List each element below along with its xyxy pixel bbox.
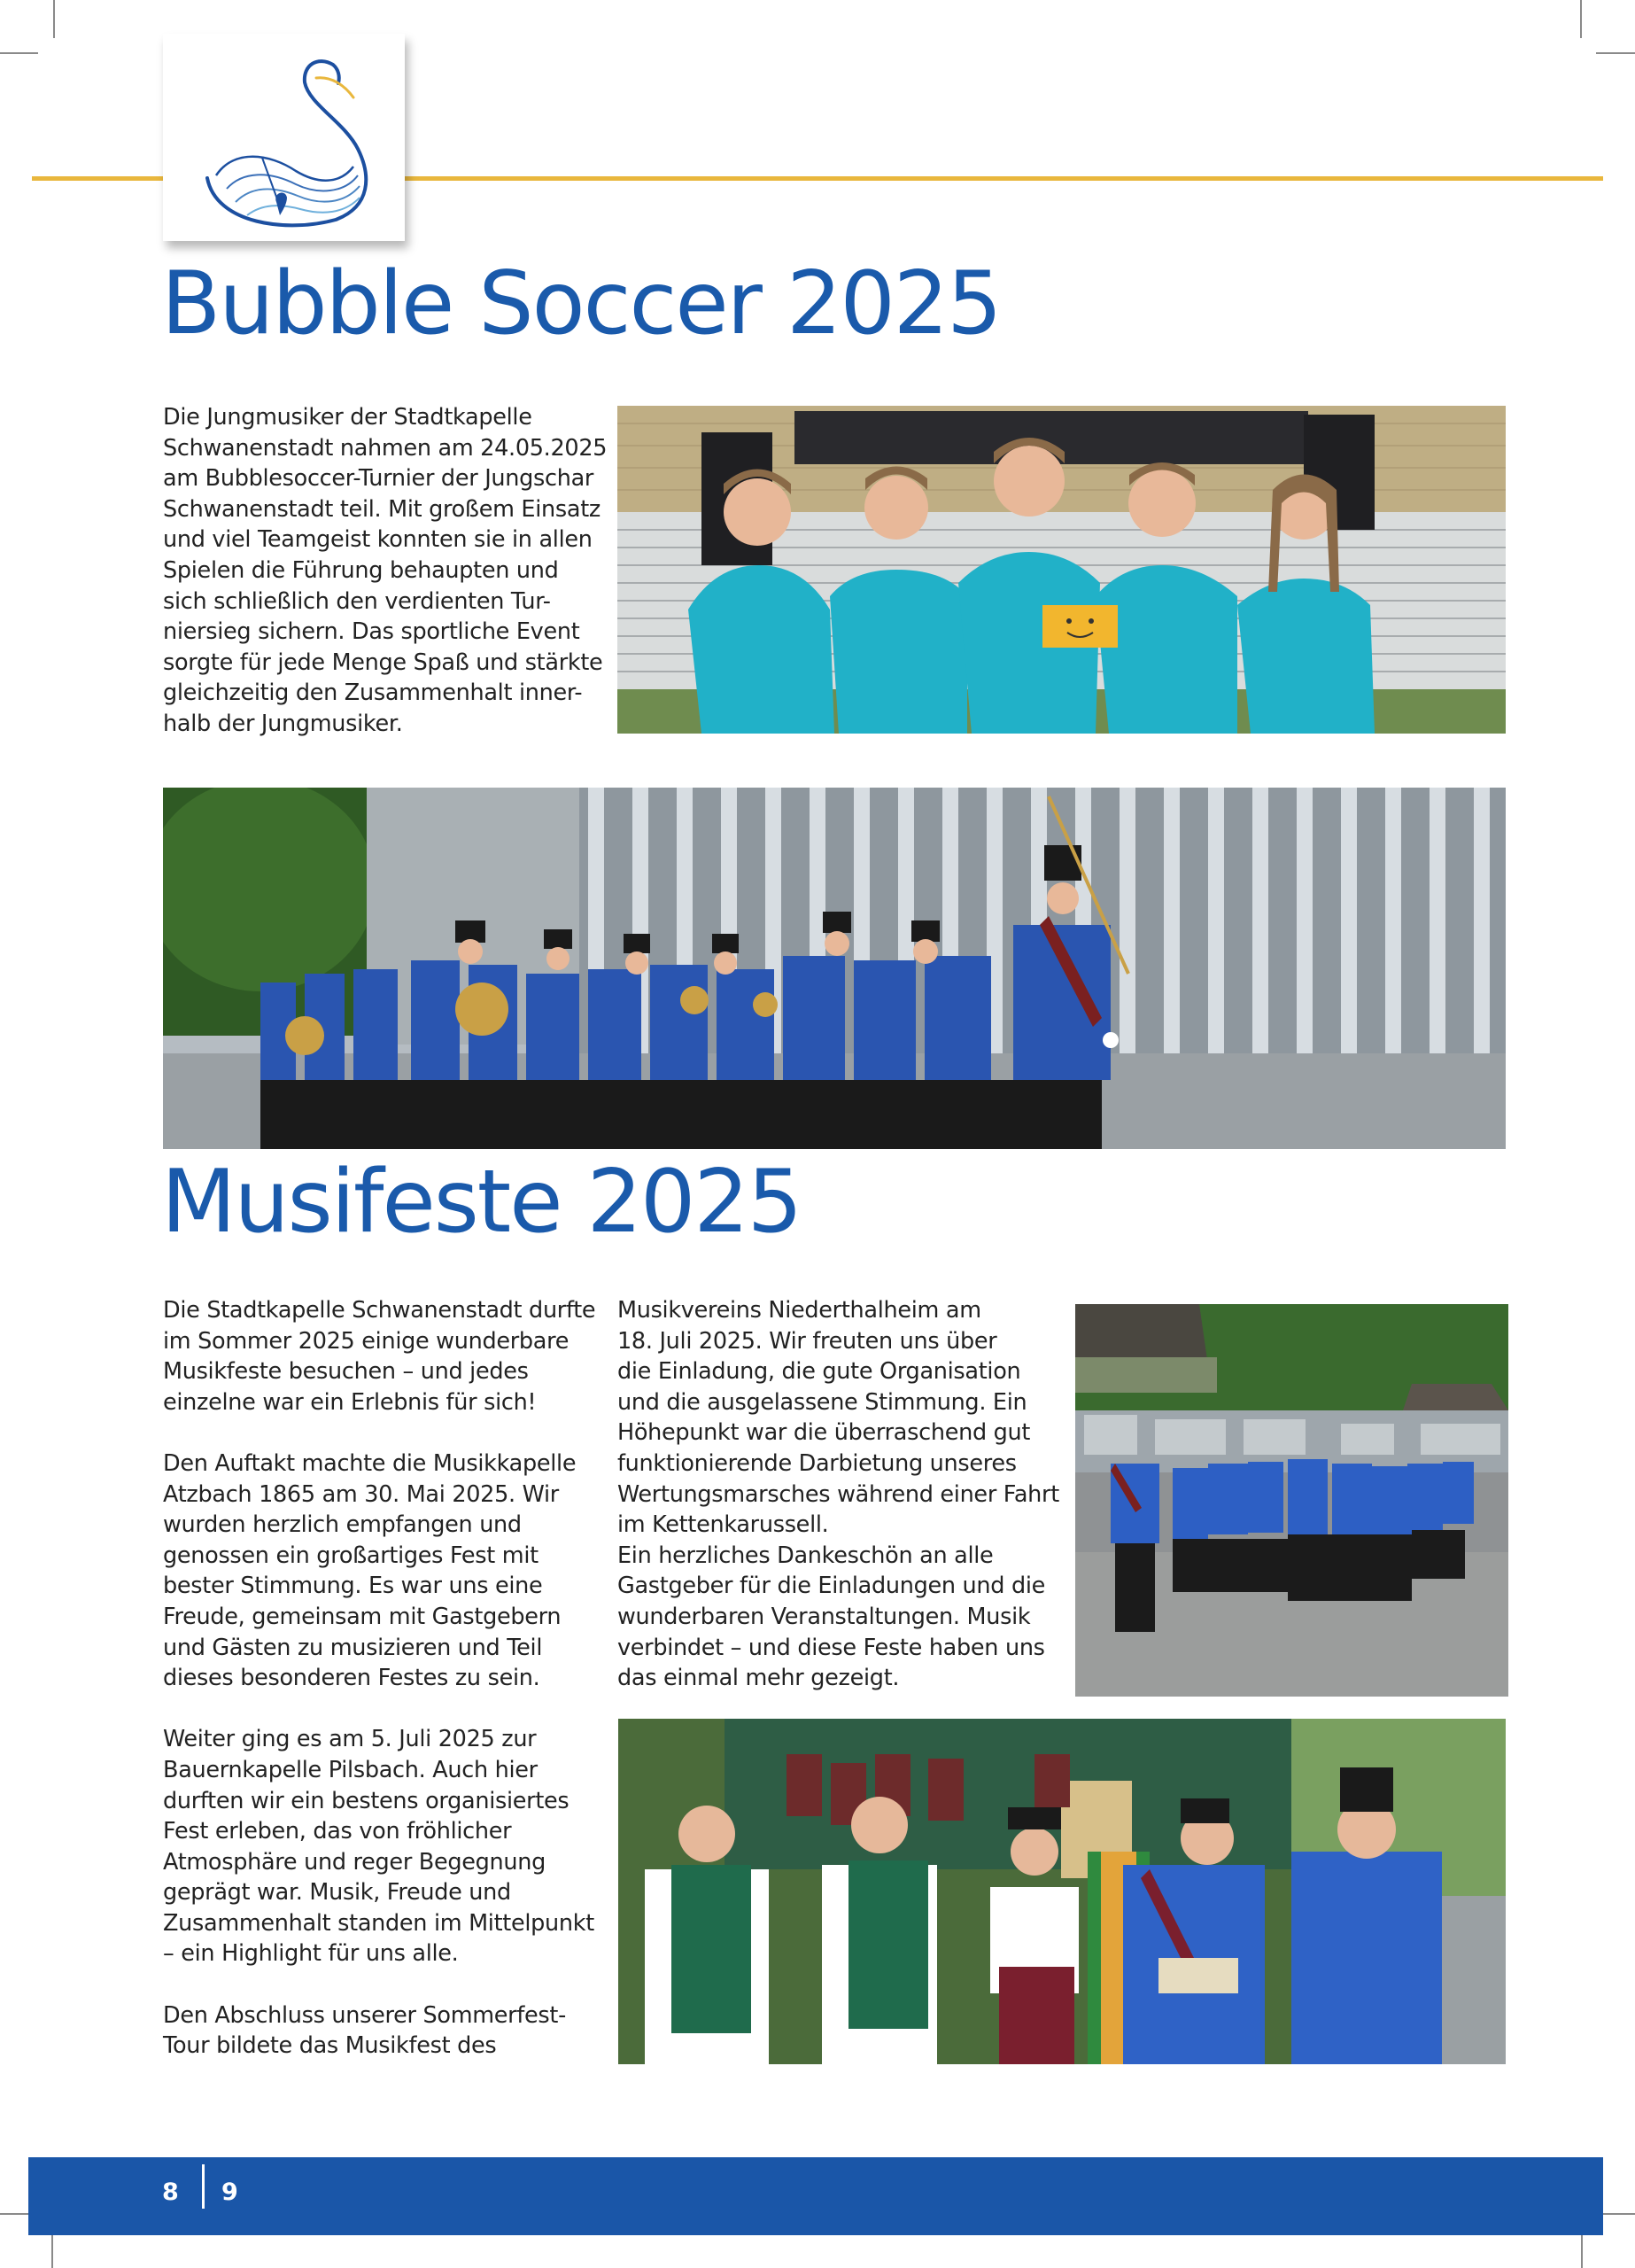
text-line: halb der Jungmusiker. — [163, 710, 403, 737]
bubble-soccer-paragraph — [163, 402, 607, 740]
text-line: dieses besonderen Festes zu sein. — [163, 1665, 540, 1692]
text-line: Spielen die Führung behaupten und — [163, 556, 559, 584]
text-line: 18. Juli 2025. Wir freuten uns über — [617, 1327, 997, 1355]
text-line: wurden herzlich empfangen und — [163, 1511, 522, 1539]
text-line: bester Stimmung. Es war uns eine — [163, 1573, 543, 1600]
text-line: und die ausgelassene Stimmung. Ein — [617, 1388, 1027, 1416]
text-line — [163, 1694, 595, 1725]
section-title-bubble-soccer: Bubble Soccer 2025 — [161, 253, 1001, 354]
text-line: im Kettenkarussell. — [617, 1511, 829, 1539]
marching-band-photo — [163, 788, 1506, 1149]
text-line: niersieg sichern. Das sportliche Event — [163, 618, 580, 646]
text-line: und Gästen zu musizieren und Teil — [163, 1634, 543, 1661]
text-line: das einmal mehr gezeigt. — [617, 1665, 900, 1692]
text-line: Fest erleben, das von fröhlicher — [163, 1818, 512, 1845]
section-title-musifeste: Musifeste 2025 — [161, 1152, 802, 1253]
text-line: Tour bildete das Musikfest des — [163, 2032, 497, 2060]
text-line: Gastgeber für die Einladungen und die — [617, 1573, 1046, 1600]
text-line: Höhepunkt war die überraschend gut — [617, 1419, 1031, 1447]
band-marching-photo — [1075, 1304, 1508, 1697]
text-line: Schwanenstadt teil. Mit großem Einsatz — [163, 495, 601, 523]
text-line: sich schließlich den verdienten Tur- — [163, 587, 551, 615]
team-photo — [617, 406, 1506, 734]
crop-mark — [0, 2213, 32, 2215]
group-photo — [618, 1719, 1506, 2064]
text-line: gleichzeitig den Zusammenhalt inner- — [163, 680, 583, 707]
text-line: Freude, gemeinsam mit Gastgebern — [163, 1603, 562, 1630]
footer-bar — [28, 2157, 1603, 2235]
text-line: Weiter ging es am 5. Juli 2025 zur — [163, 1726, 537, 1753]
text-line — [163, 1969, 595, 2000]
text-line: Wertungsmarsches während einer Fahrt — [617, 1480, 1059, 1508]
text-line: verbindet – und diese Feste haben uns — [617, 1634, 1045, 1661]
swan-logo-icon — [163, 34, 405, 241]
crop-mark — [51, 2231, 53, 2268]
text-line: geprägt war. Musik, Freude und — [163, 1879, 511, 1907]
crop-mark — [0, 52, 38, 54]
text-line: genossen ein großartiges Fest mit — [163, 1542, 539, 1569]
text-line: Musikfeste besuchen – und jedes — [163, 1358, 529, 1386]
text-line: die Einladung, die gute Organisation — [617, 1358, 1021, 1386]
crop-mark — [1601, 2213, 1635, 2215]
text-line: Atzbach 1865 am 30. Mai 2025. Wir — [163, 1480, 559, 1508]
text-line — [163, 1418, 595, 1449]
text-line: Schwanenstadt nahmen am 24.05.2025 — [163, 434, 608, 462]
text-line: Zusammenhalt standen im Mittelpunkt — [163, 1909, 594, 1937]
text-line: Die Stadtkapelle Schwanenstadt durfte — [163, 1297, 596, 1324]
page-number-left: 8 — [162, 2179, 179, 2206]
text-line: am Bubblesoccer-Turnier der Jungschar — [163, 465, 594, 493]
text-line: – ein Highlight für uns alle. — [163, 1940, 459, 1968]
text-line: Bauernkapelle Pilsbach. Auch hier — [163, 1756, 538, 1783]
text-line: Den Auftakt machte die Musikkapelle — [163, 1449, 577, 1477]
musifeste-column-2 — [617, 1295, 1059, 1694]
logo — [163, 34, 405, 241]
text-line: wunderbaren Veranstaltungen. Musik — [617, 1603, 1031, 1630]
text-line: Die Jungmusiker der Stadtkapelle — [163, 404, 532, 431]
crop-mark — [53, 0, 55, 38]
crop-mark — [1580, 0, 1582, 38]
crop-mark — [1596, 52, 1635, 54]
text-line: sorgte für jede Menge Spaß und stärkte — [163, 649, 603, 676]
text-line: und viel Teamgeist konnten sie in allen — [163, 526, 593, 554]
text-line: einzelne war ein Erlebnis für sich! — [163, 1388, 537, 1416]
musifeste-column-1 — [163, 1295, 595, 2062]
page-number-right: 9 — [221, 2179, 238, 2206]
text-line: Atmosphäre und reger Begegnung — [163, 1848, 546, 1876]
text-line: im Sommer 2025 einige wunderbare — [163, 1327, 570, 1355]
text-line: Ein herzliches Dankeschön an alle — [617, 1542, 994, 1569]
text-line: Musikvereins Niederthalheim am — [617, 1297, 981, 1324]
text-line: funktionierende Darbietung unseres — [617, 1449, 1017, 1477]
text-line: durften wir ein bestens organisiertes — [163, 1787, 570, 1814]
page-divider — [202, 2164, 205, 2209]
text-line: Den Abschluss unserer Sommerfest- — [163, 2001, 567, 2029]
